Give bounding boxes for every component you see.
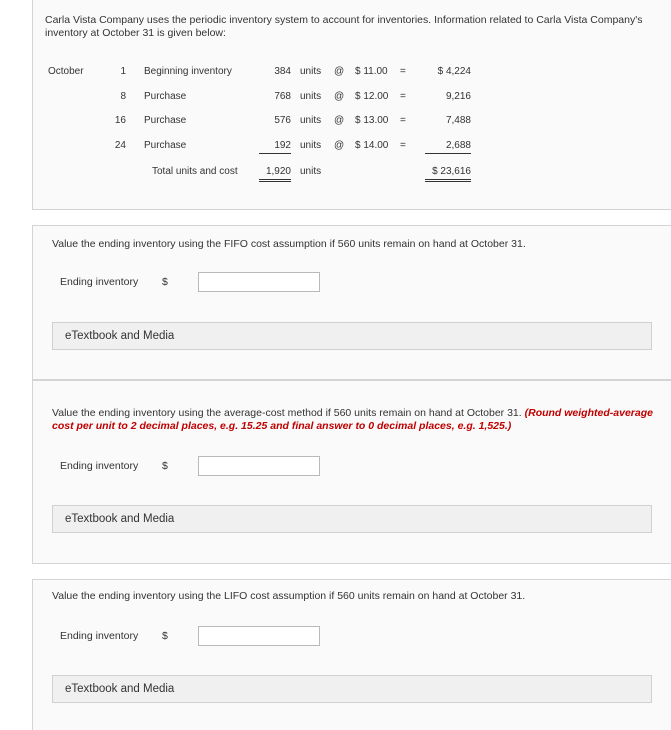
row-desc: Beginning inventory	[144, 66, 232, 77]
ending-inventory-label: Ending inventory	[60, 460, 139, 472]
currency-symbol: $	[162, 460, 168, 472]
total-units: 1,920	[259, 166, 291, 182]
row-eq: =	[400, 66, 406, 77]
lifo-ending-inventory-input[interactable]	[198, 626, 320, 646]
etextbook-media-button[interactable]: eTextbook and Media	[52, 675, 652, 703]
row-month: October	[48, 66, 84, 77]
question-text-body: Value the ending inventory using the LIFO cost assumption if 560 units remain on hand at October 31.	[52, 590, 526, 602]
question-text	[52, 238, 657, 251]
question-lifo-panel	[32, 579, 671, 730]
fifo-ending-inventory-input[interactable]	[198, 272, 320, 292]
row-cost: $ 14.00	[355, 140, 389, 151]
currency-symbol: $	[162, 630, 168, 642]
row-total: $ 4,224	[437, 66, 471, 77]
row-units: 384	[274, 66, 291, 77]
row-desc: Purchase	[144, 115, 187, 126]
row-eq: =	[400, 115, 406, 126]
total-unit-word: units	[300, 166, 322, 177]
row-cost: $ 12.00	[355, 91, 389, 102]
question-text-body: Value the ending inventory using the average-cost method if 560 units remain on hand at October 31.	[52, 407, 525, 419]
row-day: 16	[114, 115, 126, 126]
row-at: @	[334, 91, 345, 102]
question-text	[52, 590, 657, 603]
row-day: 24	[114, 140, 126, 151]
ending-inventory-label: Ending inventory	[60, 276, 139, 288]
intro-panel	[32, 0, 671, 210]
row-unit-word: units	[300, 140, 322, 151]
average-cost-ending-inventory-input[interactable]	[198, 456, 320, 476]
etextbook-media-button[interactable]: eTextbook and Media	[52, 505, 652, 533]
total-cost: $ 23,616	[425, 166, 471, 182]
row-day: 1	[120, 66, 126, 77]
row-units: 192	[259, 140, 291, 154]
row-eq: =	[400, 91, 406, 102]
intro-text: Carla Vista Company uses the periodic inventory system to account for inventories. Information related to Carla Vista Company's inventory at October 31 is given below:	[45, 14, 643, 39]
row-total: 9,216	[445, 91, 471, 102]
row-at: @	[334, 115, 345, 126]
ending-inventory-label: Ending inventory	[60, 630, 139, 642]
row-total: 7,488	[445, 115, 471, 126]
row-day: 8	[120, 91, 126, 102]
etextbook-media-button[interactable]: eTextbook and Media	[52, 322, 652, 350]
question-hint: (Round weighted-average cost per unit to 2 decimal places, e.g. 15.25 and final answer to 0 decimal places, e.g. 1,525.)	[52, 407, 653, 432]
row-total: 2,688	[425, 140, 471, 154]
row-unit-word: units	[300, 91, 322, 102]
total-desc: Total units and cost	[152, 166, 238, 177]
row-unit-word: units	[300, 66, 322, 77]
row-units: 576	[274, 115, 291, 126]
currency-symbol: $	[162, 276, 168, 288]
row-at: @	[334, 140, 345, 151]
question-text-body: Value the ending inventory using the FIFO cost assumption if 560 units remain on hand at October 31.	[52, 238, 526, 250]
question-average-cost-panel	[32, 380, 671, 564]
row-eq: =	[400, 140, 406, 151]
question-text	[52, 407, 657, 433]
row-cost: $ 11.00	[355, 66, 388, 77]
inventory-table	[33, 0, 671, 210]
row-desc: Purchase	[144, 91, 187, 102]
row-units: 768	[274, 91, 291, 102]
question-fifo-panel	[32, 225, 671, 380]
row-desc: Purchase	[144, 140, 187, 151]
row-unit-word: units	[300, 115, 322, 126]
row-cost: $ 13.00	[355, 115, 389, 126]
row-at: @	[334, 66, 345, 77]
